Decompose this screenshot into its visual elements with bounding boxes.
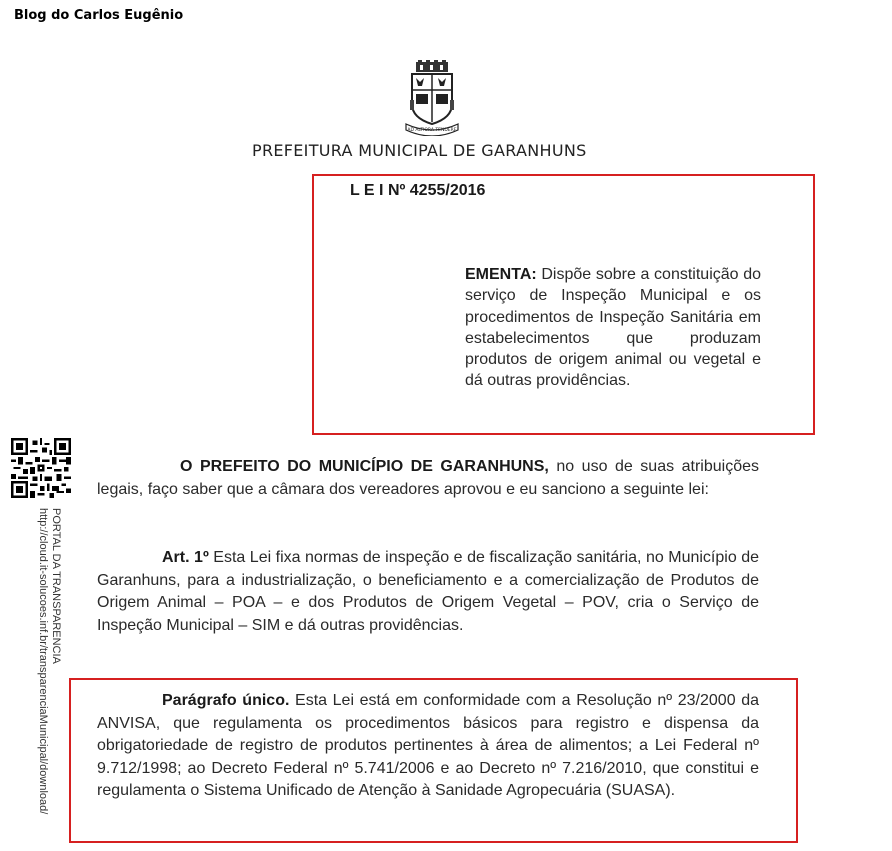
article-1-paragraph (97, 547, 759, 637)
ementa-block (465, 264, 761, 392)
preamble-paragraph (97, 456, 759, 501)
article-1-text: Esta Lei fixa normas de inspeção e de fiscalização sanitária, no Município de Garanhuns, para a industrialização, o beneficiamento e a comercialização de Produtos de Origem Animal – POA – e dos Produtos de Origem Vegetal – POV, cria o Serviço de Inspeção Municipal – SIM e dá outras providências. (97, 549, 760, 634)
article-1-label: Art. 1º (162, 549, 209, 566)
ementa-text: Dispõe sobre a constituição do serviço de Inspeção Municipal e os procedimentos de Inspeção Sanitária em estabelecimentos que produzam produtos de origem animal ou vegetal e dá outras providências. (465, 266, 761, 390)
paragraph-unico-text: Esta Lei está em conformidade com a Resolução nº 23/2000 da ANVISA, que regulamenta os procedimentos básicos para registro e dispensa da obrigatoriedade de registro de produtos pertinentes à área de alimentos; a Lei Federal nº 9.712/1998; ao Decreto Federal nº 5.741/2006 e ao Decreto nº 7.216/2010, que constitui e regulamenta o Sistema Unificado de Atenção à Sanidade Agropecuária (SUASA). (97, 692, 759, 799)
preamble-lead: O PREFEITO DO MUNICÍPIO DE GARANHUNS, (180, 458, 549, 475)
portal-url[interactable]: http://cloud.it-solucoes.inf.br/transparenciaMunicipal/download/ (37, 508, 49, 815)
law-number: L E I Nº 4255/2016 (350, 182, 486, 199)
portal-title: PORTAL DA TRANSPARENCIA (50, 508, 62, 664)
ementa-label: EMENTA: (465, 266, 537, 283)
preamble-text: no uso de suas atribuições legais, faço saber que a câmara dos vereadores aprovou e eu sanciono a seguinte lei: (97, 458, 759, 498)
watermark-text: Blog do Carlos Eugênio (14, 8, 184, 23)
coat-of-arms-icon (402, 60, 462, 136)
qr-code-icon[interactable] (11, 438, 71, 498)
paragraph-unico (97, 690, 759, 803)
crest-motto: AD ALTIORA TENDERE (407, 128, 457, 133)
organization-title: PREFEITURA MUNICIPAL DE GARANHUNS (252, 141, 587, 160)
portal-vertical-text (36, 508, 62, 848)
paragraph-unico-label: Parágrafo único. (162, 692, 290, 709)
